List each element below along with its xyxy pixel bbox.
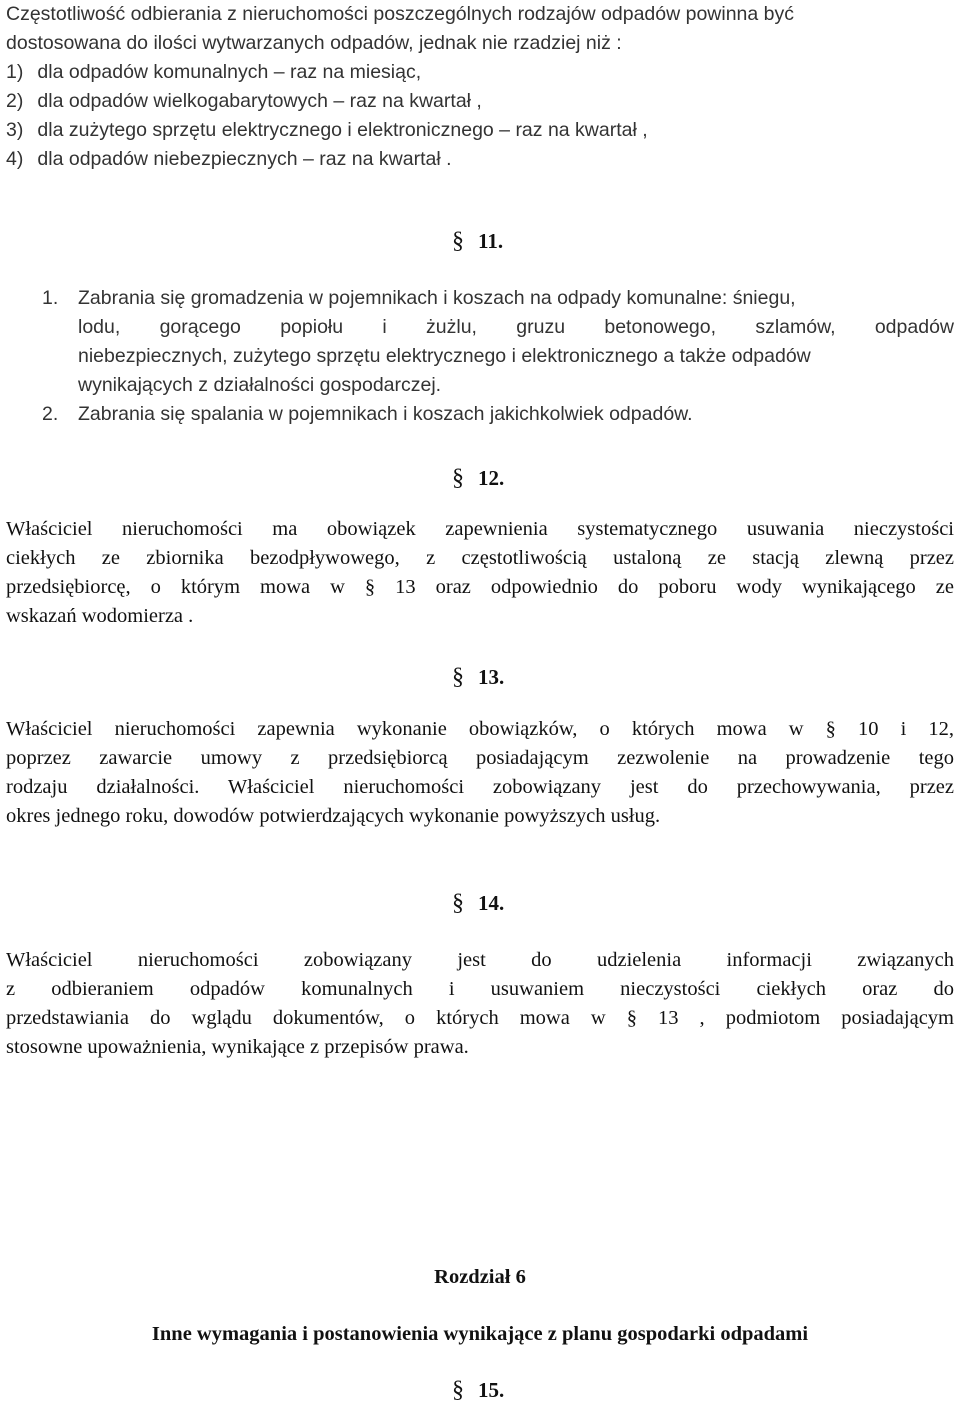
section-number: 13. [478, 665, 505, 689]
section-11-item-1-line-4: wynikających z działalności gospodarczej. [78, 374, 442, 396]
item-text: dla zużytego sprzętu elektrycznego i elektronicznego – raz na kwartał , [37, 119, 648, 141]
section-13-line-4: okres jednego roku, dowodów potwierdzających wykonanie powyższych usług. [6, 805, 661, 827]
frequency-intro-line-1: Częstotliwość odbierania z nieruchomości poszczególnych rodzajów odpadów powinna być [6, 3, 795, 25]
section-13-line-2: poprzez zawarcie umowy z przedsiębiorcą posiadającym zezwolenie na prowadzenie tego [6, 747, 954, 769]
document-page [6, 0, 954, 1408]
frequency-item-1 [6, 58, 421, 87]
frequency-item-2 [6, 87, 482, 116]
item-text: dla odpadów niebezpiecznych – raz na kwartał . [37, 148, 452, 170]
item-number: 2) [6, 90, 24, 112]
section-11-heading [452, 226, 503, 256]
section-12-heading [452, 463, 504, 493]
item-number: 3) [6, 119, 24, 141]
item-number: 1) [6, 61, 24, 83]
paragraph-mark: § [452, 1377, 464, 1403]
section-14-line-1: Właściciel nieruchomości zobowiązany jest do udzielenia informacji związanych [6, 949, 954, 971]
section-11-item-1-number: 1. [42, 287, 59, 309]
section-12-line-3: przedsiębiorcę, o którym mowa w § 13 oraz odpowiednio do poboru wody wynikającego ze [6, 576, 954, 598]
section-12-line-2: ciekłych ze zbiornika bezodpływowego, z częstotliwością ustaloną ze stacją zlewną przez [6, 547, 954, 569]
section-14-line-4: stosowne upoważnienia, wynikające z przepisów prawa. [6, 1036, 469, 1058]
frequency-item-3 [6, 116, 648, 145]
paragraph-mark: § [452, 890, 464, 916]
section-14-line-2: z odbieraniem odpadów komunalnych i usuwaniem nieczystości ciekłych oraz do [6, 978, 954, 1000]
paragraph-mark: § [452, 228, 464, 254]
section-number: 12. [478, 466, 505, 490]
section-13-heading [452, 662, 504, 692]
frequency-intro-line-2: dostosowana do ilości wytwarzanych odpadów, jednak nie rzadziej niż : [6, 32, 622, 54]
chapter-subtitle: Inne wymagania i postanowienia wynikające z planu gospodarki odpadami [151, 1323, 809, 1345]
paragraph-mark: § [452, 664, 464, 690]
chapter-title: Rozdział 6 [434, 1266, 526, 1288]
section-number: 15. [478, 1378, 505, 1402]
section-11-item-1-line-2: lodu, gorącego popiołu i żużlu, gruzu betonowego, szlamów, odpadów [78, 316, 954, 338]
section-12-line-4: wskazań wodomierza . [6, 605, 194, 627]
section-12-line-1: Właściciel nieruchomości ma obowiązek zapewnienia systematycznego usuwania nieczystości [6, 518, 954, 540]
frequency-item-4 [6, 145, 452, 174]
section-11-item-1-line-1: Zabrania się gromadzenia w pojemnikach i koszach na odpady komunalne: śniegu, [78, 287, 796, 309]
item-text: dla odpadów komunalnych – raz na miesiąc, [37, 61, 422, 83]
paragraph-mark: § [452, 465, 464, 491]
section-13-line-1: Właściciel nieruchomości zapewnia wykonanie obowiązków, o których mowa w § 10 i 12, [6, 718, 954, 740]
section-14-heading [452, 888, 504, 918]
section-15-heading [452, 1375, 504, 1405]
section-number: 14. [478, 891, 505, 915]
section-13-line-3: rodzaju działalności. Właściciel nieruchomości zobowiązany jest do przechowywania, przez [6, 776, 954, 798]
section-11-item-1-line-3: niebezpiecznych, zużytego sprzętu elektrycznego i elektronicznego a także odpadów [78, 345, 811, 367]
item-number: 4) [6, 148, 24, 170]
section-11-item-2-line-1: Zabrania się spalania w pojemnikach i koszach jakichkolwiek odpadów. [78, 403, 693, 425]
section-11-item-2-number: 2. [42, 403, 59, 425]
section-number: 11. [478, 229, 504, 253]
section-14-line-3: przedstawiania do wglądu dokumentów, o których mowa w § 13 , podmiotom posiadającym [6, 1007, 954, 1029]
item-text: dla odpadów wielkogabarytowych – raz na kwartał , [37, 90, 482, 112]
